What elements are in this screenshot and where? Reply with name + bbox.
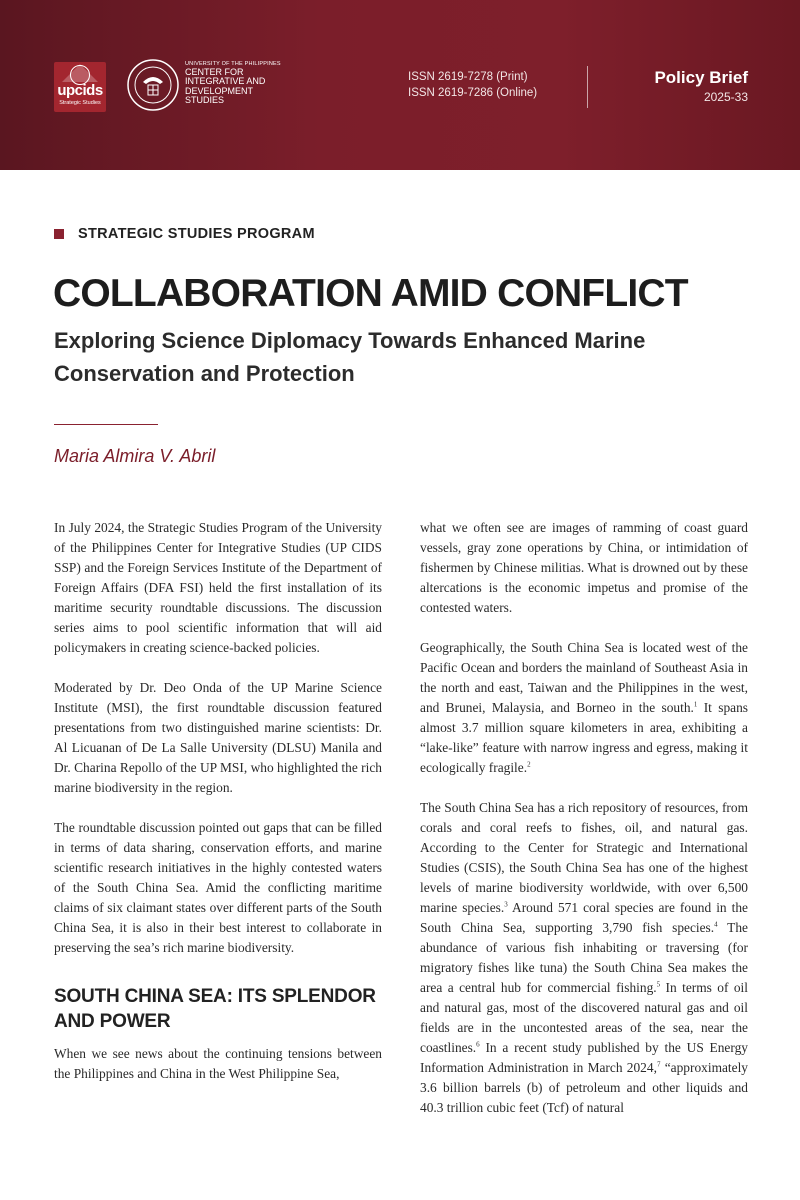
paragraph: The roundtable discussion pointed out gaps that can be filled in terms of data sharing, conservation efforts, and marine scientific research initiatives in the highly contested waters of the South China Sea. Amid the conflicting maritime claims of six claimant states over different parts of the South China Sea, it is also in their best interest to collaborate in preserving the sea’s rich marine biodiversity. — [54, 820, 382, 955]
title-rule — [54, 424, 158, 425]
text-run: The abundance of various fish inhabiting or traversing (for migratory fishes like tuna) the South China Sea makes the area a central hub for commercial fishing. — [420, 920, 748, 995]
text-run: In terms of oil and natural gas, most of the discovered natural gas and oil fields are in the uncontested areas of the sea, near the coastlines. — [420, 980, 748, 1055]
text-run: In a recent study published by the US Energy Information Administration in March 2024, — [420, 1040, 748, 1075]
center-name-line-1: CENTER FOR — [185, 66, 244, 77]
upcids-logo — [54, 62, 106, 112]
up-seal-icon — [126, 58, 180, 112]
footnote-ref[interactable]: 7 — [656, 1060, 661, 1069]
program-square-icon — [54, 229, 64, 239]
logo-word: upcids — [57, 82, 103, 99]
paragraph: In July 2024, the Strategic Studies Program of the University of the Philippines Center for Integrative Studies (UP CIDS SSP) and the Foreign Services Institute of the Department of Foreign Affairs (DFA FSI) held the first installation of its maritime security roundtable discussions. The discussion series aims to pool scientific information that will aid policymakers in creating science-backed policies. — [54, 520, 382, 655]
university-name: UNIVERSITY OF THE PHILIPPINES — [185, 61, 281, 67]
header-divider — [587, 66, 588, 108]
issn-print: ISSN 2619-7278 (Print) — [408, 71, 528, 83]
program-label — [54, 226, 315, 242]
text-run: It spans almost 3.7 million square kilometers in area, exhibiting a “lake-like” feature with narrow ingress and egress, making it ecologically fragile. — [420, 700, 748, 775]
paragraph — [420, 638, 748, 778]
right-column — [420, 518, 748, 1118]
footnote-ref[interactable]: 1 — [693, 700, 698, 709]
issn-online: ISSN 2619-7286 (Online) — [408, 87, 538, 99]
issn-block — [408, 69, 537, 101]
footnote-ref[interactable]: 4 — [714, 920, 718, 929]
author-name: Maria Almira V. Abril — [54, 446, 216, 466]
footnote-ref[interactable]: 5 — [656, 980, 661, 989]
header-band — [0, 0, 800, 170]
center-name-line-2: INTEGRATIVE AND — [185, 76, 266, 87]
center-name — [185, 62, 315, 106]
text-run: The South China Sea has a rich repository of resources, from corals and coral reefs to fishes, oil, and natural gas. According to the Center for Strategic and International Studies (CSIS), the South China Sea has one of the highest levels of marine biodiversity worldwide, with over 6,500 marine species. — [420, 800, 748, 915]
footnote-ref[interactable]: 3 — [504, 900, 508, 909]
footnote-ref[interactable]: 2 — [527, 760, 531, 769]
left-column — [54, 518, 382, 1084]
brief-label — [654, 68, 748, 104]
page-subtitle: Exploring Science Diplomacy Towards Enhanced Marine Conservation and Protection — [54, 328, 646, 386]
text-run: Geographically, the South China Sea is located west of the Pacific Ocean and borders the mainland of Southeast Asia in the north and east, Taiwan and the Philippines in the west, and Brunei, Malaysia, and Borneo in the south. — [420, 640, 748, 715]
logo-sub: Strategic Studies — [59, 100, 101, 106]
paragraph: Moderated by Dr. Deo Onda of the UP Marine Science Institute (MSI), the first roundtable discussion featured presentations from two distinguished marine scientists: Dr. Al Licuanan of De La Salle University (DLSU) Manila and Dr. Charina Repollo of the UP MSI, who highlighted the rich marine biodiversity in the region. — [54, 680, 382, 795]
text-run: Around 571 coral species are found in the South China Sea, supporting 3,790 fish species. — [420, 900, 748, 935]
footnote-ref[interactable]: 6 — [476, 1040, 480, 1049]
page-title: COLLABORATION AMID CONFLICT — [53, 272, 688, 315]
center-name-line-4: STUDIES — [185, 95, 225, 106]
center-name-line-3: DEVELOPMENT — [185, 85, 254, 96]
paragraph: what we often see are images of ramming of coast guard vessels, gray zone operations by China, or intimidation of fishermen by Chinese militias. What is drowned out by these altercations is the economic impetus and promise of the contested waters. — [420, 520, 748, 615]
paragraph — [420, 798, 748, 1118]
doc-type: Policy Brief — [654, 68, 748, 87]
doc-number: 2025-33 — [703, 90, 748, 104]
text-run: “approximately 3.6 billion barrels (b) of petroleum and other liquids and 40.3 trillion cubic feet (Tcf) of natural — [420, 1060, 749, 1115]
section-heading: SOUTH CHINA SEA: ITS SPLENDOR AND POWER — [54, 986, 376, 1032]
program-text: STRATEGIC STUDIES PROGRAM — [78, 226, 315, 242]
paragraph: When we see news about the continuing tensions between the Philippines and China in the West Philippine Sea, — [54, 1046, 382, 1081]
